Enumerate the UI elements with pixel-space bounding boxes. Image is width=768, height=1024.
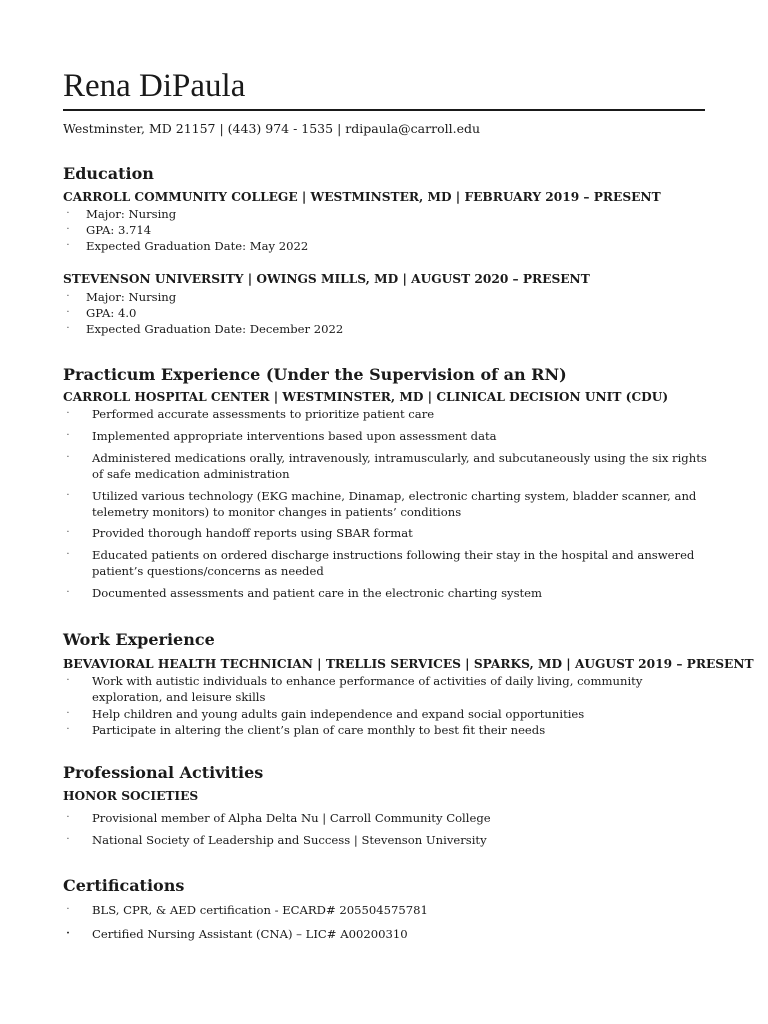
resume-name: Rena DiPaula bbox=[63, 68, 246, 104]
activities-heading: Professional Activities bbox=[63, 763, 264, 782]
bullet-icon: · bbox=[66, 527, 70, 538]
bullet-icon: · bbox=[66, 587, 70, 598]
bullet-icon: · bbox=[66, 452, 70, 463]
bullet-icon: · bbox=[66, 240, 70, 251]
contact-line: Westminster, MD 21157 | (443) 974 - 1535 | rdipaula@carroll.edu bbox=[63, 121, 481, 136]
certifications-heading: Certifications bbox=[63, 876, 185, 895]
practicum-heading: Practicum Experience (Under the Supervision of an RN) bbox=[63, 365, 567, 384]
bullet-icon: · bbox=[66, 675, 70, 686]
header-divider bbox=[63, 109, 705, 111]
bullet-icon: · bbox=[66, 904, 70, 915]
bullet-icon: · bbox=[66, 408, 70, 419]
bullet-icon: · bbox=[66, 708, 70, 719]
bullet-icon: · bbox=[66, 724, 70, 735]
education-entry-title: CARROLL COMMUNITY COLLEGE | WESTMINSTER, MD | FEBRUARY 2019 – PRESENT bbox=[63, 190, 661, 204]
bullet-icon: · bbox=[66, 291, 70, 302]
bullet-icon: · bbox=[66, 430, 70, 441]
activities-title: HONOR SOCIETIES bbox=[63, 789, 199, 803]
bullet-icon: · bbox=[66, 812, 70, 823]
education-heading: Education bbox=[63, 164, 154, 183]
bullet-icon: · bbox=[66, 224, 70, 235]
work-heading: Work Experience bbox=[63, 630, 215, 649]
work-title: BEVAVIORAL HEALTH TECHNICIAN | TRELLIS SERVICES | SPARKS, MD | AUGUST 2019 – PRESENT bbox=[63, 657, 754, 671]
bullet-icon: · bbox=[66, 490, 70, 501]
bullet-icon: · bbox=[66, 549, 70, 560]
practicum-title: CARROLL HOSPITAL CENTER | WESTMINSTER, MD | CLINICAL DECISION UNIT (CDU) bbox=[63, 390, 669, 404]
bullet-icon: · bbox=[66, 208, 70, 219]
bullet-icon: · bbox=[66, 323, 70, 334]
bullet-icon: · bbox=[66, 834, 70, 845]
bullet-icon: · bbox=[66, 928, 70, 939]
education-entry-title: STEVENSON UNIVERSITY | OWINGS MILLS, MD | AUGUST 2020 – PRESENT bbox=[63, 272, 590, 286]
bullet-icon: · bbox=[66, 307, 70, 318]
resume-page: Rena DiPaula Westminster, MD 21157 | (443) 974 - 1535 | rdipaula@carroll.edu Education CARROLL COMMUNITY COLLEGE | WESTMINSTER, MD | FEBRUARY 2019 – PRESENT · Major: Nursing · GPA: 3.714 · Expected Graduation Date: May 2022 STEVENSON UNIVERSITY | OWINGS MILLS, MD | AUGUST 2020 – PRESENT · Major: Nursing · GPA: 4.0 · Expected Graduation Date: December 2022 Practicum Experience (Under the Supervision of an RN) CARROLL HOSPITAL CENTER | WESTMINSTER, MD | CLINICAL DECISION UNIT (CDU) · Performed accurate assessments to prioritize patient care · Implemented appropriate interventions based upon assessment data · Administered medications orally, intravenously, intramuscularly, and subcutaneously using the six rights of safe medication administration · Utilized various technology (EKG machine, Dinamap, electronic charting system, bladder scanner, and telemetry monitors) to monitor changes in patients’ conditions · Provided thorough handoff reports using SBAR format · Educated patients on ordered discharge instructions following their stay in the hospital and answered patient’s questions/concerns as needed · Documented assessments and patient care in the electronic charting system Work Experience BEVAVIORAL HEALTH TECHNICIAN | TRELLIS SERVICES | SPARKS, MD | AUGUST 2019 – PRESENT · Work with autistic individuals to enhance performance of activities of daily living, community exploration, and leisure skills · Help children and young adults gain independence and expand social opportunities · Participate in altering the client’s plan of care monthly to best fit their needs Professional Activities HONOR SOCIETIES · Provisional member of Alpha Delta Nu | Carroll Community College · National Society of Leadership and Success | Stevenson University Certifications · BLS, CPR, & AED certification - ECARD# 205504575781 · Certified Nursing Assistant (CNA) – LIC# A00200310 bbox=[63, 68, 754, 941]
